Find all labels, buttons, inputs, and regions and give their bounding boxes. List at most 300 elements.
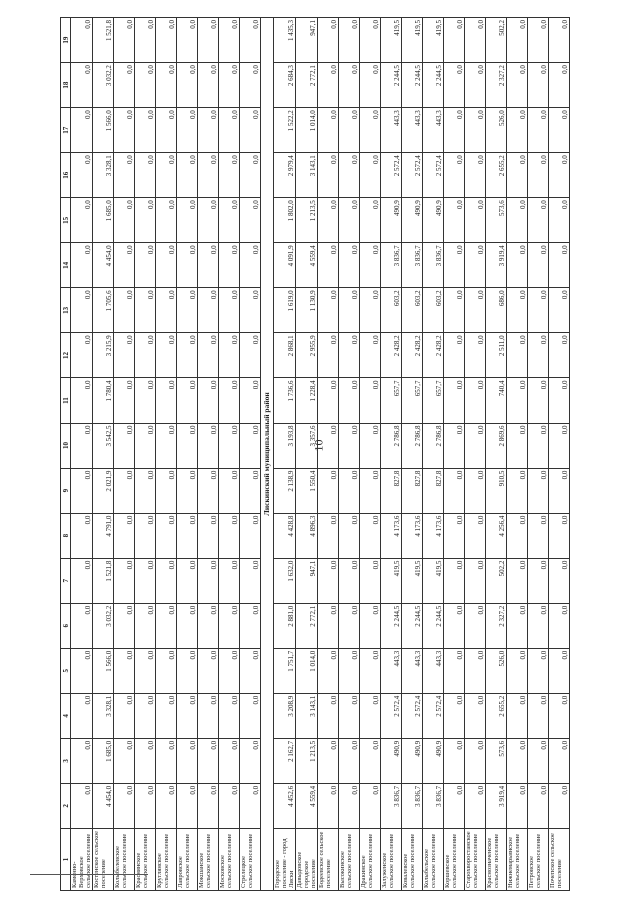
table-cell: 0,0 (318, 108, 339, 153)
table-cell: 0,0 (360, 648, 381, 693)
table-cell: 0,0 (444, 423, 465, 468)
table-cell: 0,0 (177, 738, 198, 783)
municipality-name: Каменно-Верховское сельское поселение (71, 828, 93, 890)
table-cell: 0,0 (318, 153, 339, 198)
table-cell: 0,0 (465, 558, 486, 603)
table-cell: 0,0 (360, 603, 381, 648)
table-cell: 443,3 (402, 108, 423, 153)
table-cell: 0,0 (71, 378, 93, 423)
table-cell: 0,0 (549, 153, 570, 198)
table-cell: 443,3 (381, 648, 402, 693)
column-header: 7 (61, 558, 71, 603)
table-cell: 0,0 (135, 783, 156, 828)
table-cell: 0,0 (219, 783, 240, 828)
column-header: 13 (61, 288, 71, 333)
table-cell: 2 244,5 (381, 603, 402, 648)
table-cell: 0,0 (444, 603, 465, 648)
table-cell: 2 772,1 (296, 603, 318, 648)
table-row (402, 18, 423, 891)
table-cell: 490,9 (381, 738, 402, 783)
table-cell: 0,0 (549, 468, 570, 513)
table-cell: 0,0 (465, 63, 486, 108)
table-row (486, 18, 507, 891)
table-cell: 526,0 (486, 108, 507, 153)
table-cell: 0,0 (549, 513, 570, 558)
table-cell: 419,5 (381, 558, 402, 603)
table-row (444, 18, 465, 891)
table-cell: 0,0 (465, 18, 486, 63)
table-cell: 0,0 (528, 423, 549, 468)
table-cell: 0,0 (156, 288, 177, 333)
table-cell: 0,0 (114, 468, 135, 513)
table-cell: 0,0 (465, 198, 486, 243)
table-cell: 0,0 (135, 603, 156, 648)
table-cell: 2 244,5 (423, 603, 444, 648)
column-header: 4 (61, 693, 71, 738)
table-cell: 0,0 (360, 693, 381, 738)
table-cell: 1 014,0 (296, 108, 318, 153)
table-cell: 0,0 (318, 738, 339, 783)
table-cell: 0,0 (177, 153, 198, 198)
table-cell: 0,0 (444, 693, 465, 738)
table-cell: 1 751,7 (274, 648, 296, 693)
table-cell: 0,0 (318, 558, 339, 603)
table-cell: 0,0 (507, 333, 528, 378)
table-cell: 0,0 (339, 558, 360, 603)
table-cell: 0,0 (71, 513, 93, 558)
table-cell: 0,0 (71, 153, 93, 198)
table-cell: 0,0 (465, 603, 486, 648)
table-cell: 0,0 (465, 153, 486, 198)
table-cell: 2 881,0 (274, 603, 296, 648)
table-cell: 0,0 (549, 198, 570, 243)
column-header: 3 (61, 738, 71, 783)
table-cell: 0,0 (177, 693, 198, 738)
table-cell: 0,0 (219, 648, 240, 693)
section-title: Лискинский муниципальный район (261, 18, 274, 891)
column-header: 14 (61, 243, 71, 288)
table-cell: 0,0 (114, 378, 135, 423)
table-cell: 0,0 (360, 333, 381, 378)
table-cell: 0,0 (71, 198, 93, 243)
table-cell: 0,0 (219, 288, 240, 333)
table-cell: 947,1 (296, 18, 318, 63)
table-cell: 0,0 (318, 513, 339, 558)
table-cell: 2 955,9 (296, 333, 318, 378)
table-cell: 0,0 (360, 738, 381, 783)
table-cell: 0,0 (177, 198, 198, 243)
table-row (219, 18, 240, 891)
table-cell: 0,0 (240, 333, 261, 378)
table-cell: 0,0 (198, 468, 219, 513)
table-cell: 526,0 (486, 648, 507, 693)
table-cell: 2 572,4 (423, 153, 444, 198)
table-cell: 0,0 (444, 783, 465, 828)
table-cell: 0,0 (549, 243, 570, 288)
table-row (93, 18, 114, 891)
table-cell: 0,0 (528, 18, 549, 63)
table-row (274, 18, 296, 891)
table-cell: 0,0 (114, 558, 135, 603)
table-cell: 0,0 (156, 18, 177, 63)
municipality-name: Костенское сельское поселение (93, 828, 114, 890)
table-cell: 0,0 (444, 513, 465, 558)
table-cell: 0,0 (465, 378, 486, 423)
table-cell: 0,0 (198, 603, 219, 648)
column-header: 8 (61, 513, 71, 558)
table-cell: 2 786,8 (381, 423, 402, 468)
table-cell: 0,0 (114, 648, 135, 693)
table-row (240, 18, 261, 891)
table-cell: 0,0 (507, 558, 528, 603)
table-cell: 4 173,6 (423, 513, 444, 558)
table-cell: 0,0 (114, 153, 135, 198)
municipality-name: Круглянское сельское поселение (156, 828, 177, 890)
table-cell: 740,4 (486, 378, 507, 423)
table-cell: 3 542,5 (93, 423, 114, 468)
table-cell: 0,0 (318, 288, 339, 333)
table-cell: 0,0 (198, 648, 219, 693)
table-cell: 0,0 (177, 558, 198, 603)
table-cell: 419,5 (402, 558, 423, 603)
table-row (465, 18, 486, 891)
table-cell: 2 684,3 (274, 63, 296, 108)
table-cell: 603,2 (423, 288, 444, 333)
table-cell: 0,0 (507, 108, 528, 153)
table-cell: 0,0 (339, 513, 360, 558)
table-cell: 0,0 (339, 468, 360, 513)
table-cell: 0,0 (156, 333, 177, 378)
table-cell: 0,0 (318, 198, 339, 243)
table-cell: 0,0 (444, 153, 465, 198)
table-cell: 0,0 (339, 738, 360, 783)
table-cell: 3 836,7 (381, 783, 402, 828)
table-cell: 0,0 (465, 738, 486, 783)
table-cell: 0,0 (360, 423, 381, 468)
table-cell: 2 428,2 (381, 333, 402, 378)
table-cell: 0,0 (444, 738, 465, 783)
table-cell: 0,0 (318, 63, 339, 108)
table-cell: 657,7 (402, 378, 423, 423)
table-cell: 2 244,5 (402, 63, 423, 108)
table-cell: 1 802,0 (274, 198, 296, 243)
table-cell: 2 772,1 (296, 63, 318, 108)
table-cell: 0,0 (71, 423, 93, 468)
table-cell: 0,0 (528, 243, 549, 288)
table-cell: 0,0 (507, 243, 528, 288)
table-cell: 0,0 (177, 288, 198, 333)
table-cell: 1 213,5 (296, 738, 318, 783)
table-cell: 0,0 (135, 18, 156, 63)
table-cell: 0,0 (156, 63, 177, 108)
table-cell: 3 032,2 (93, 63, 114, 108)
municipality-name: Стрелецкое сельское поселение (240, 828, 261, 890)
table-cell: 0,0 (114, 423, 135, 468)
table-cell: 490,9 (423, 738, 444, 783)
table-cell: 0,0 (444, 63, 465, 108)
table-cell: 0,0 (444, 558, 465, 603)
table-cell: 0,0 (135, 108, 156, 153)
table-cell: 1 685,0 (93, 738, 114, 783)
table-cell: 0,0 (318, 243, 339, 288)
table-cell: 0,0 (219, 153, 240, 198)
table-cell: 0,0 (219, 423, 240, 468)
table-cell: 0,0 (114, 513, 135, 558)
municipality-name: Петровское сельское поселение (528, 828, 549, 890)
table-cell: 4 559,4 (296, 243, 318, 288)
table-cell: 0,0 (156, 783, 177, 828)
table-row (114, 18, 135, 891)
table-cell: 0,0 (198, 243, 219, 288)
table-cell: 2 655,2 (486, 693, 507, 738)
table-row (135, 18, 156, 891)
table-cell: 0,0 (114, 603, 135, 648)
table-cell: 0,0 (549, 783, 570, 828)
table-row (360, 18, 381, 891)
column-header: 15 (61, 198, 71, 243)
table-cell: 0,0 (360, 108, 381, 153)
table-cell: 0,0 (507, 648, 528, 693)
table-cell: 0,0 (465, 783, 486, 828)
table-cell: 0,0 (114, 783, 135, 828)
municipality-name: Залуженское сельское поселение (381, 828, 402, 890)
table-cell: 0,0 (507, 378, 528, 423)
table-cell: 657,7 (423, 378, 444, 423)
table-cell: 0,0 (219, 558, 240, 603)
table-cell: 0,0 (465, 693, 486, 738)
table-cell: 0,0 (114, 333, 135, 378)
column-header: 19 (61, 18, 71, 63)
table-cell: 2 572,4 (423, 693, 444, 738)
table-cell: 0,0 (465, 648, 486, 693)
table-cell: 910,5 (486, 468, 507, 513)
column-number-row (61, 18, 71, 891)
table-cell: 0,0 (444, 198, 465, 243)
table-cell: 0,0 (114, 108, 135, 153)
table-cell: 0,0 (318, 783, 339, 828)
table-cell: 0,0 (528, 693, 549, 738)
table-cell: 0,0 (339, 108, 360, 153)
table-cell: 2 244,5 (402, 603, 423, 648)
table-cell: 2 786,8 (423, 423, 444, 468)
table-row (339, 18, 360, 891)
table-cell: 1 705,6 (93, 288, 114, 333)
table-cell: 0,0 (360, 18, 381, 63)
table-cell: 0,0 (549, 63, 570, 108)
table-cell: 0,0 (360, 513, 381, 558)
table-cell: 0,0 (528, 63, 549, 108)
table-cell: 0,0 (219, 63, 240, 108)
table-cell: 1 228,4 (296, 378, 318, 423)
footer-rule (30, 874, 148, 875)
table-cell: 0,0 (198, 783, 219, 828)
table-cell: 4 559,4 (296, 783, 318, 828)
table-cell: 0,0 (360, 468, 381, 513)
table-cell: 0,0 (135, 243, 156, 288)
table-cell: 3 208,9 (274, 693, 296, 738)
table-cell: 947,1 (296, 558, 318, 603)
municipality-name: Коршевское сельское поселение (444, 828, 465, 890)
table-cell: 4 428,8 (274, 513, 296, 558)
table-cell: 0,0 (135, 63, 156, 108)
page-number: 10 (311, 439, 326, 452)
table-cell: 0,0 (240, 783, 261, 828)
table-cell: 0,0 (114, 198, 135, 243)
table-cell: 0,0 (339, 288, 360, 333)
table-cell: 0,0 (71, 783, 93, 828)
table-cell: 0,0 (198, 108, 219, 153)
table-cell: 0,0 (507, 468, 528, 513)
table-cell: 0,0 (177, 63, 198, 108)
table-cell: 0,0 (549, 603, 570, 648)
table-cell: 2 138,9 (274, 468, 296, 513)
table-cell: 502,2 (486, 18, 507, 63)
table-cell: 603,2 (381, 288, 402, 333)
table-cell: 0,0 (135, 153, 156, 198)
municipality-name: Городское поселение - город Лиски (274, 828, 296, 890)
table-cell: 0,0 (240, 558, 261, 603)
table-cell: 0,0 (219, 513, 240, 558)
table-cell: 573,6 (486, 198, 507, 243)
municipality-name: Давыдовское городское поселение (296, 828, 318, 890)
table-cell: 4 791,0 (93, 513, 114, 558)
table-cell: 0,0 (135, 648, 156, 693)
table-cell: 0,0 (465, 423, 486, 468)
table-cell: 443,3 (423, 648, 444, 693)
table-cell: 0,0 (360, 378, 381, 423)
table-cell: 0,0 (219, 738, 240, 783)
municipality-name: Колыбельское сельское поселение (423, 828, 444, 890)
table-cell: 1 550,4 (296, 468, 318, 513)
table-cell: 0,0 (177, 378, 198, 423)
table-cell: 573,6 (486, 738, 507, 783)
table-row (318, 18, 339, 891)
table-cell: 0,0 (549, 18, 570, 63)
table-cell: 0,0 (240, 63, 261, 108)
table-cell: 0,0 (240, 738, 261, 783)
table-cell: 0,0 (135, 738, 156, 783)
table-cell: 0,0 (135, 513, 156, 558)
table-cell: 0,0 (156, 603, 177, 648)
table-cell: 0,0 (339, 18, 360, 63)
table-cell: 0,0 (507, 153, 528, 198)
table-cell: 2 572,4 (381, 693, 402, 738)
municipality-name: Дракинское сельское поселение (360, 828, 381, 890)
table-cell: 0,0 (339, 693, 360, 738)
table-cell: 3 032,2 (93, 603, 114, 648)
table-cell: 0,0 (240, 693, 261, 738)
table-cell: 0,0 (71, 108, 93, 153)
table-cell: 0,0 (177, 333, 198, 378)
table-row (177, 18, 198, 891)
table-cell: 490,9 (402, 738, 423, 783)
table-cell: 0,0 (465, 333, 486, 378)
table-cell: 0,0 (240, 603, 261, 648)
table-cell: 0,0 (528, 198, 549, 243)
municipality-name: Мокшанское сельское поселение (198, 828, 219, 890)
table-cell: 0,0 (219, 198, 240, 243)
table-cell: 3 143,1 (296, 153, 318, 198)
table-cell: 0,0 (507, 18, 528, 63)
table-cell: 2 868,1 (274, 333, 296, 378)
table-cell: 0,0 (71, 603, 93, 648)
table-cell: 0,0 (219, 468, 240, 513)
table-cell: 0,0 (71, 243, 93, 288)
table-cell: 2 327,2 (486, 603, 507, 648)
column-header: 2 (61, 783, 71, 828)
table-cell: 0,0 (198, 693, 219, 738)
table-cell: 4 091,9 (274, 243, 296, 288)
table-row (381, 18, 402, 891)
table-cell: 3 919,4 (486, 243, 507, 288)
table-cell: 0,0 (318, 468, 339, 513)
table-cell: 0,0 (360, 243, 381, 288)
table-cell: 0,0 (156, 108, 177, 153)
municipality-name: Высокинское сельское поселение (339, 828, 360, 890)
table-cell: 0,0 (528, 738, 549, 783)
table-cell: 0,0 (240, 18, 261, 63)
table-cell: 0,0 (507, 198, 528, 243)
table-cell: 0,0 (198, 423, 219, 468)
table-cell: 0,0 (528, 468, 549, 513)
table-cell: 0,0 (507, 603, 528, 648)
table-cell: 2 244,5 (381, 63, 402, 108)
table-cell: 0,0 (339, 63, 360, 108)
table-cell: 0,0 (528, 108, 549, 153)
table-cell: 0,0 (156, 243, 177, 288)
table-cell: 3 328,1 (93, 693, 114, 738)
table-cell: 490,9 (423, 198, 444, 243)
table-cell: 3 143,1 (296, 693, 318, 738)
table-cell: 1 780,4 (93, 378, 114, 423)
table-cell: 603,2 (402, 288, 423, 333)
table-cell: 3 328,1 (93, 153, 114, 198)
table-cell: 0,0 (528, 603, 549, 648)
table-cell: 0,0 (240, 423, 261, 468)
table-cell: 0,0 (156, 198, 177, 243)
table-cell: 3 836,7 (423, 783, 444, 828)
table-cell: 0,0 (360, 558, 381, 603)
table-cell: 419,5 (402, 18, 423, 63)
table-cell: 0,0 (198, 18, 219, 63)
table-cell: 0,0 (507, 288, 528, 333)
table-cell: 2 511,0 (486, 333, 507, 378)
table-cell: 0,0 (156, 468, 177, 513)
municipality-name: Бодеевское сельское поселение (318, 828, 339, 890)
table-cell: 4 256,4 (486, 513, 507, 558)
table-cell: 0,0 (71, 468, 93, 513)
table-cell: 0,0 (71, 333, 93, 378)
table-cell: 0,0 (135, 468, 156, 513)
table-cell: 0,0 (240, 243, 261, 288)
table-cell: 4 454,0 (93, 783, 114, 828)
table-cell: 0,0 (156, 648, 177, 693)
table-cell: 0,0 (114, 693, 135, 738)
table-cell: 0,0 (444, 648, 465, 693)
table-cell: 4 173,6 (402, 513, 423, 558)
table-cell: 4 173,6 (381, 513, 402, 558)
table-cell: 0,0 (318, 378, 339, 423)
table-cell: 1 632,0 (274, 558, 296, 603)
table-cell: 0,0 (114, 738, 135, 783)
budget-table (60, 17, 570, 891)
table-cell: 0,0 (198, 738, 219, 783)
table-cell: 0,0 (507, 63, 528, 108)
table-cell: 0,0 (114, 288, 135, 333)
table-cell: 0,0 (465, 108, 486, 153)
table-cell: 1 736,6 (274, 378, 296, 423)
table-cell: 0,0 (135, 423, 156, 468)
